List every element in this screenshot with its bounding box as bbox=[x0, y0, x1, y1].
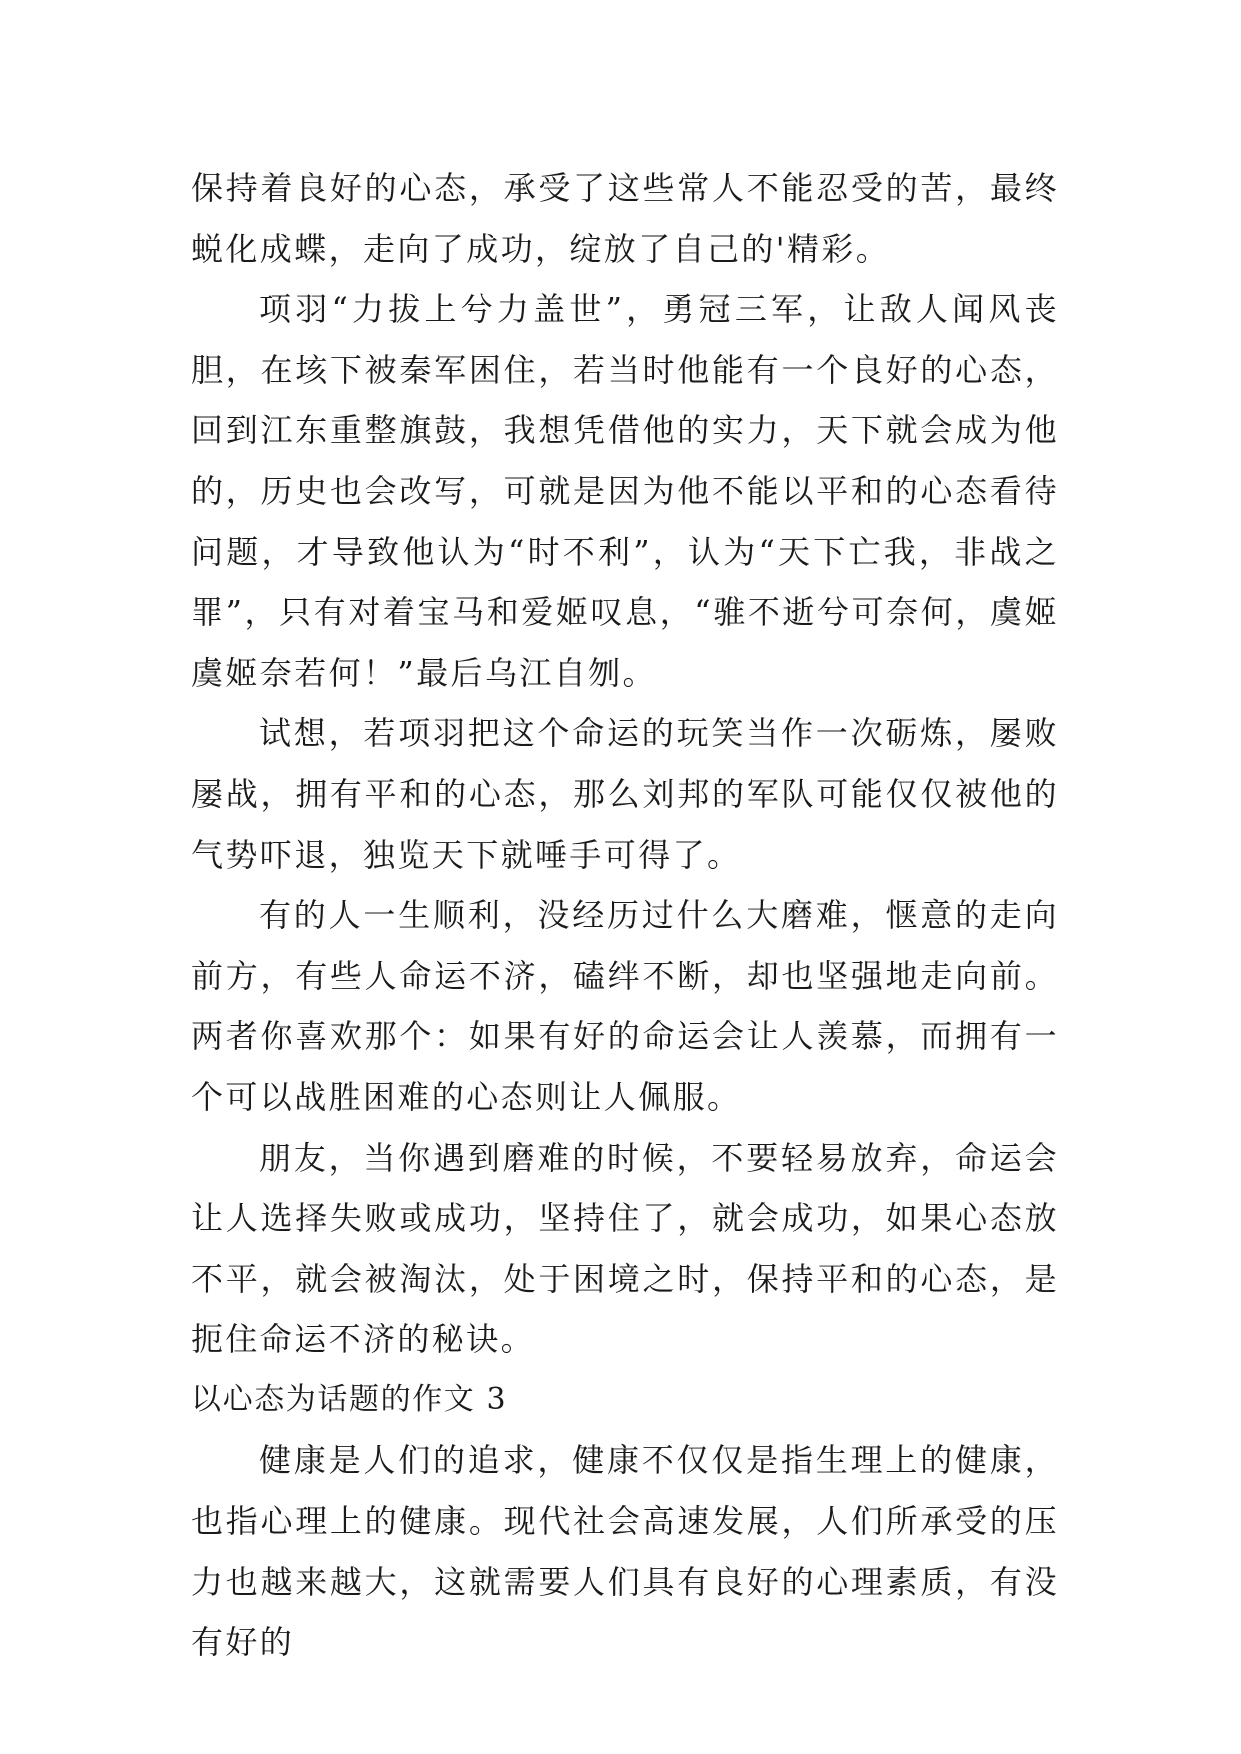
section-title: 以心态为话题的作文 3 bbox=[191, 1381, 508, 1417]
document-body bbox=[191, 158, 1059, 1673]
paragraph-4: 有的人一生顺利，没经历过什么大磨难，惬意的走向前方，有些人命运不济，磕绊不断，却也坚强地走向前。两者你喜欢那个：如果有好的命运会让人羡慕，而拥有一个可以战胜困难的心态则让人佩服。 bbox=[191, 896, 1059, 1116]
paragraph-2: 项羽“力拔上兮力盖世”，勇冠三军，让敌人闻风丧胆，在垓下被秦军困住，若当时他能有一个良好的心态，回到江东重整旗鼓，我想凭借他的实力，天下就会成为他的，历史也会改写，可就是因为他不能以平和的心态看待问题，才导致他认为“时不利”，认为“天下亡我，非战之罪”，只有对着宝马和爱姬叹息，“骓不逝兮可奈何，虞姬虞姬奈若何！”最后乌江自刎。 bbox=[191, 290, 1059, 692]
paragraph-3: 试想，若项羽把这个命运的玩笑当作一次砺炼，屡败屡战，拥有平和的心态，那么刘邦的军队可能仅仅被他的气势吓退，独览天下就唾手可得了。 bbox=[191, 714, 1059, 874]
paragraph-1: 保持着良好的心态，承受了这些常人不能忍受的苦，最终蜕化成蝶，走向了成功，绽放了自己的'精彩。 bbox=[191, 169, 1059, 268]
section-paragraph-1: 健康是人们的追求，健康不仅仅是指生理上的健康，也指心理上的健康。现代社会高速发展，人们所承受的压力也越来越大，这就需要人们具有良好的心理素质，有没有好的 bbox=[191, 1441, 1059, 1662]
paragraph-5: 朋友，当你遇到磨难的时候，不要轻易放弃，命运会让人选择失败或成功，坚持住了，就会成功，如果心态放不平，就会被淘汰，处于困境之时，保持平和的心态，是扼住命运不济的秘诀。 bbox=[191, 1138, 1059, 1359]
